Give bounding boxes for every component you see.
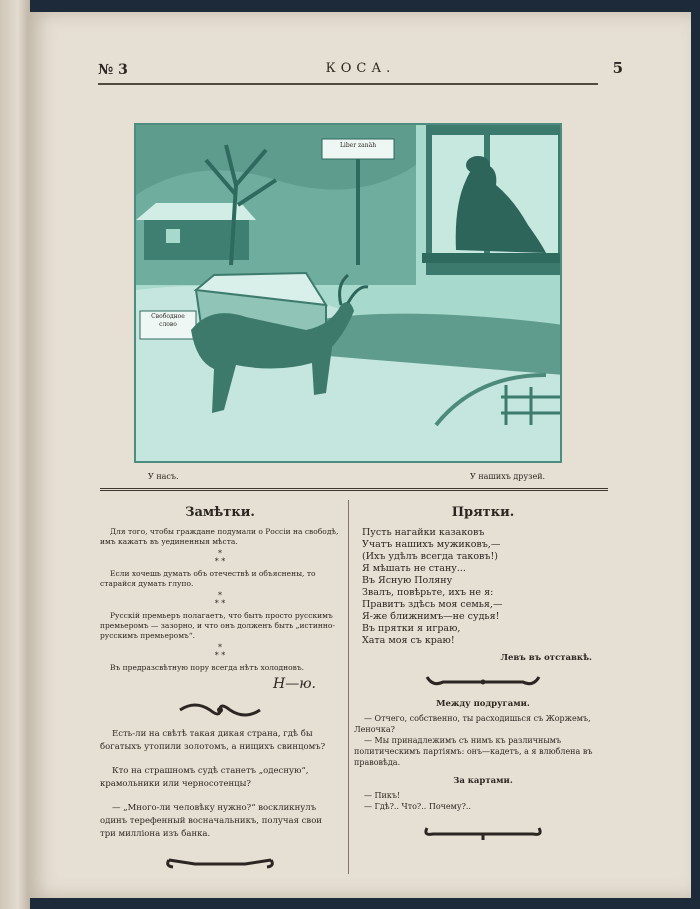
poem-line: Я-же ближнимъ—не судья! <box>362 611 500 622</box>
cartoon-sign-left: Свободное слово <box>151 313 185 328</box>
note-4: Въ предразсвѣтную пору всегда нѣтъ холодновъ. <box>110 663 305 672</box>
previous-page-edge <box>0 0 30 909</box>
poem-line: Звалъ, повѣрьте, ихъ не я: <box>362 587 494 598</box>
notes-title: Замѣтки. <box>185 505 255 520</box>
ornament-divider <box>100 700 340 720</box>
notes-signature: Н—ю. <box>273 676 316 692</box>
paragraph-1: Есть-ли на свѣтѣ такая дикая страна, гдѣ бы богатыхъ утопили золотомъ, а нищихъ свинцомъ? <box>100 729 326 752</box>
poem-line: Въ прятки я играю, <box>362 623 461 634</box>
paragraph-3: — „Много-ли человѣку нужно?“ воскликнулъ одинъ терефенный восначальникъ, получая свои три милліона изъ банка. <box>100 803 322 839</box>
dialogue1-title: Между подругами. <box>436 699 530 709</box>
poem-line: Правитъ здѣсь моя семья,— <box>362 599 503 610</box>
magazine-page <box>28 12 691 898</box>
journal-title: КОСА. <box>325 61 396 76</box>
poem-author: Левъ въ отставкѣ. <box>500 653 592 663</box>
right-column <box>354 505 612 848</box>
caption-right: У нашихъ друзей. <box>470 472 546 481</box>
dialogue-line: — Мы принадлежимъ съ нимъ къ различнымъ политическимъ партіямъ: онъ—кадетъ, а я влюблена въ правовѣда. <box>354 736 593 767</box>
dialogue2-title: За картами. <box>453 776 513 786</box>
poem-line: (Ихъ удѣлъ всегда таковъ!) <box>362 551 498 562</box>
asterism: * * * <box>214 643 226 660</box>
cartoon-illustration <box>134 123 562 463</box>
poem-line: Хата моя съ краю! <box>362 635 455 646</box>
cartoon-sign-top: Liber zanäh <box>339 142 377 149</box>
ornament-divider <box>354 820 612 840</box>
asterism: * * * <box>214 591 226 608</box>
asterism: * * * <box>214 549 226 566</box>
note-3: Русскій премьеръ полагаетъ, что быть просто русскимъ премьеромъ — зазорно, и что онъ долженъ быть „истинно-русскимъ премьеромъ“. <box>100 611 335 640</box>
poem-line: Учатъ нашихъ мужиковъ,— <box>362 539 501 550</box>
header-rule <box>98 83 598 85</box>
poem-line: Въ Ясную Поляну <box>362 575 453 586</box>
poem-title: Прятки. <box>451 505 515 520</box>
dialogue-line: — Отчего, собственно, ты расходишься съ Жоржемъ, Леночка? <box>354 714 591 734</box>
ornament-divider <box>100 852 340 872</box>
note-1: Для того, чтобы граждане подумали о Россіи на свободѣ, имъ кажатъ въ уединенныя мѣста. <box>100 527 339 546</box>
caption-left: У насъ. <box>148 472 179 481</box>
dialogue-line: — Пикъ! <box>364 791 401 800</box>
poem-line: Я мѣшать не стану... <box>362 563 466 574</box>
cartoon-drawing <box>136 125 562 463</box>
paragraph-2: Кто на страшномъ судѣ станетъ „одесную“, крамольники или черносотенцы? <box>100 766 309 789</box>
running-header <box>98 56 623 96</box>
column-divider <box>348 500 349 874</box>
note-2: Если хочешь думать объ отечествѣ и объяснены, то старайся думать глупо. <box>100 569 316 588</box>
section-rule <box>100 488 608 491</box>
page-number: 5 <box>612 59 623 77</box>
ornament-divider <box>354 671 612 691</box>
left-column <box>100 505 340 880</box>
dialogue-line: — Гдѣ?.. Что?.. Почему?.. <box>364 802 471 811</box>
poem-line: Пусть нагайки казаковъ <box>362 527 485 538</box>
issue-number: № 3 <box>98 62 128 78</box>
